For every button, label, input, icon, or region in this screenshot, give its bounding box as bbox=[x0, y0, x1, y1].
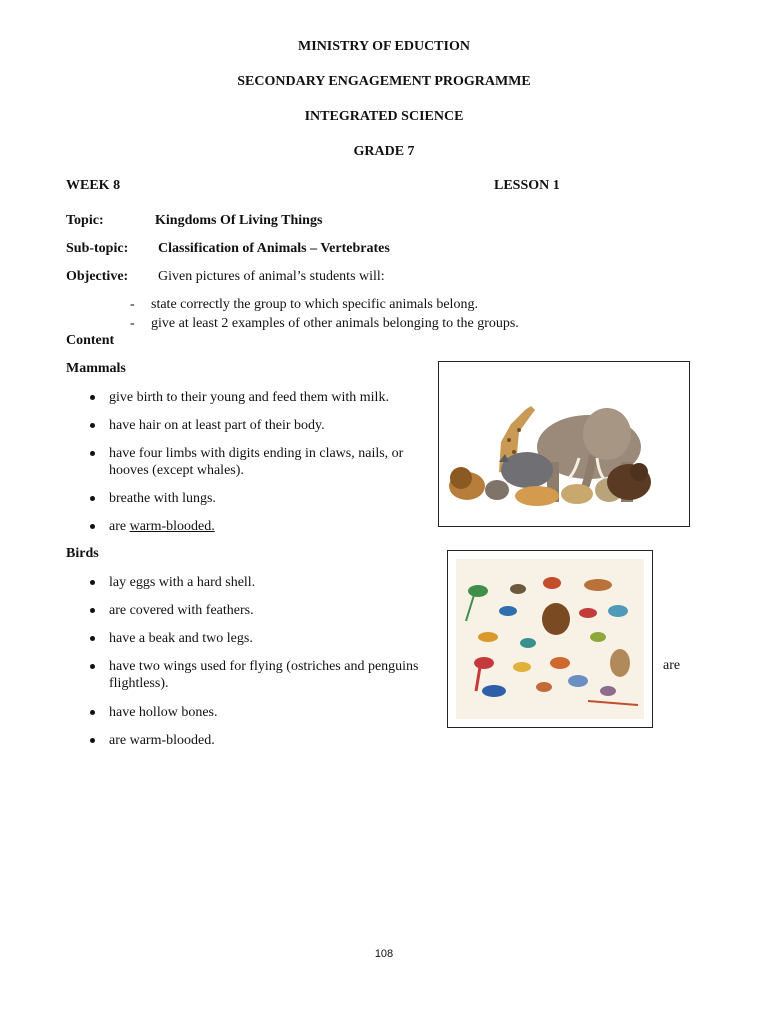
list-item: have hair on at least part of their body. bbox=[90, 417, 420, 434]
objective-dash: - bbox=[130, 297, 135, 312]
list-item: are warm-blooded. bbox=[90, 518, 420, 535]
bullet-icon bbox=[90, 395, 95, 400]
bullet-icon bbox=[90, 496, 95, 501]
topic-label: Topic: bbox=[66, 213, 104, 228]
bullet-icon bbox=[90, 710, 95, 715]
list-item: have four limbs with digits ending in claws, nails, or hooves (except whales). bbox=[90, 445, 420, 479]
content-heading: Content bbox=[66, 333, 115, 348]
objective-item: give at least 2 examples of other animals belonging to the groups. bbox=[151, 316, 519, 331]
birds-illustration bbox=[448, 551, 652, 727]
list-item: have two wings used for flying (ostriches and penguins flightless). bbox=[90, 658, 420, 692]
list-item: have a beak and two legs. bbox=[90, 630, 420, 647]
list-item: give birth to their young and feed them with milk. bbox=[90, 389, 420, 406]
birds-image bbox=[447, 550, 653, 728]
warm-blooded-underlined: warm-blooded. bbox=[129, 519, 215, 534]
lesson-label: LESSON 1 bbox=[494, 178, 560, 193]
mammals-image bbox=[438, 361, 690, 527]
subtopic-value: Classification of Animals – Vertebrates bbox=[158, 241, 390, 256]
bullet-icon bbox=[90, 580, 95, 585]
list-item: are covered with feathers. bbox=[90, 602, 420, 619]
list-item: lay eggs with a hard shell. bbox=[90, 574, 420, 591]
objective-item: state correctly the group to which specific animals belong. bbox=[151, 297, 478, 312]
bullet-icon bbox=[90, 451, 95, 456]
subtopic-label: Sub-topic: bbox=[66, 241, 129, 256]
topic-value: Kingdoms Of Living Things bbox=[155, 213, 323, 228]
list-item: have hollow bones. bbox=[90, 704, 420, 721]
week-label: WEEK 8 bbox=[66, 178, 121, 193]
programme-heading: SECONDARY ENGAGEMENT PROGRAMME bbox=[237, 74, 531, 89]
subject-heading: INTEGRATED SCIENCE bbox=[304, 109, 464, 124]
bullet-icon bbox=[90, 636, 95, 641]
birds-heading: Birds bbox=[66, 546, 99, 561]
mammals-heading: Mammals bbox=[66, 361, 126, 376]
mammals-illustration bbox=[439, 362, 689, 526]
bullet-icon bbox=[90, 664, 95, 669]
objective-dash: - bbox=[130, 316, 135, 331]
bullet-icon bbox=[90, 608, 95, 613]
objective-label: Objective: bbox=[66, 269, 129, 284]
list-item: are warm-blooded. bbox=[90, 732, 420, 749]
list-item: breathe with lungs. bbox=[90, 490, 420, 507]
bullet-icon bbox=[90, 423, 95, 428]
page-number: 108 bbox=[374, 948, 394, 960]
bullet-icon bbox=[90, 524, 95, 529]
grade-heading: GRADE 7 bbox=[353, 144, 415, 159]
bullet-icon bbox=[90, 738, 95, 743]
objective-value: Given pictures of animal’s students will: bbox=[158, 269, 385, 284]
ministry-heading: MINISTRY OF EDUCTION bbox=[298, 39, 470, 54]
dangling-word: are bbox=[663, 658, 681, 673]
